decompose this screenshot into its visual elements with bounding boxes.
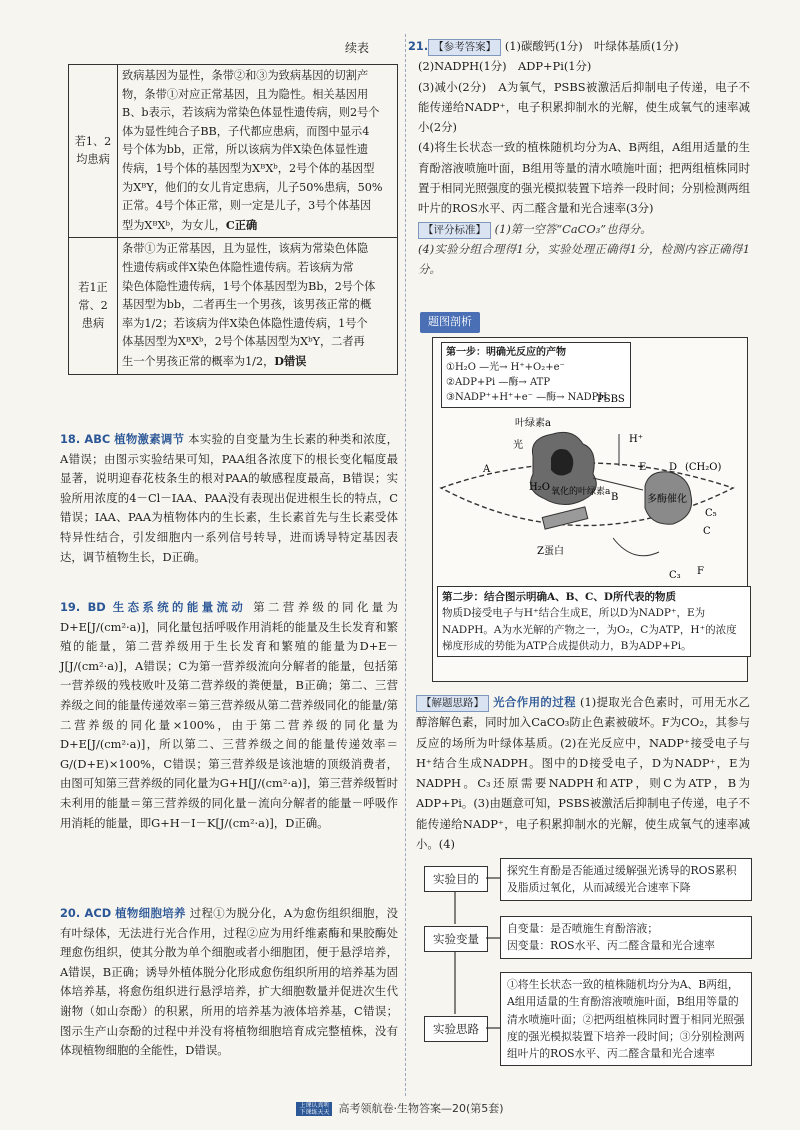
scoring-standard-2: (4)实验分组合理得1分，实验处理正确得1分，检测内容正确得1分。 bbox=[418, 241, 750, 277]
row-label: 若1、2 均患病 bbox=[69, 65, 118, 238]
question-number: 19. BD bbox=[60, 600, 106, 614]
row-content: 致病基因为显性，条带②和③为致病基因的切割产 物，条带①对应正常基因，且为隐性。相关基因用 B、b表示，若该病为常染色体显性遗传病，则2号个 体为显性纯合子BB，子代都应患病，而图中显示4 号个体为bb，正常，所以该病为伴X染色体显性遗 传病，1号个体的基因型为XᴮXᵇ，2号个体的基因型 为XᴮY，他们的女儿肯定患病，儿子50%患病，50% 正常。4号个体正常，则一定是儿子，3号个体基因 型为XᴮXᵇ，为女儿，C正确 bbox=[118, 65, 398, 238]
label-multi-enzyme: 多酶催化 bbox=[647, 494, 687, 505]
purpose-box: 探究生育酚是否能通过缓解强光诱导的ROS累积及脂质过氧化，从而减缓光合速率下降 bbox=[500, 858, 752, 901]
answer-4: (4)将生长状态一致的植株随机均分为A、B两组，A组用适量的生育酚溶液喷施叶面，B组用等量的清水喷施叶面；把两组植株同时置于相同光照强度的强光模拟装置下培养一段时间；分别检测两组叶片的ROS水平、丙二醛含量和光合速率(3分) bbox=[418, 140, 750, 216]
question-number: 20. ACD bbox=[60, 906, 112, 920]
variable-label: 实验变量 bbox=[424, 926, 488, 952]
question-18 bbox=[60, 430, 398, 567]
arrow-line bbox=[613, 538, 659, 556]
page-footer bbox=[0, 1100, 800, 1119]
row-label: 若1正常、2 患病 bbox=[69, 238, 118, 374]
label-d: D bbox=[669, 462, 678, 473]
z-protein-shape bbox=[542, 507, 588, 529]
column-divider bbox=[405, 34, 406, 1096]
label-h2o: H₂O bbox=[529, 482, 550, 493]
label-c3: C₃ bbox=[669, 570, 681, 581]
analysis-text: (1)提取光合色素时，可用无水乙醇溶解色素，同时加入CaCO₃防止色素被破坏。F为CO₂，其参与反应的场所为叶绿体基质。(2)在光反应中，NADP⁺接受电子与H⁺结合生成NADPH。图中的D接受电子，D为NADP⁺，E为NADPH。C₃还原需要NADPH和ATP，则C为ATP，B为ADP+Pi。(3)由题意可知，PSBS被激活后抑制电子传递，电子不能传递给NADP⁺，电子积累抑制水的光解，使生成氧气的速率减小。(4) bbox=[416, 695, 751, 852]
analysis-tag: 【解题思路】 bbox=[416, 695, 489, 712]
footer-text: 高考领航卷·生物答案—20(第5套) bbox=[338, 1102, 504, 1115]
label-psbs: PSBS bbox=[597, 394, 625, 405]
scoring-standard-tag: 【评分标准】 bbox=[418, 222, 491, 239]
step1-box: 第一步：明确光反应的产物 ①H₂O —光→ H⁺+O₂+e⁻ ②ADP+Pi —酶→ ATP ③NADP⁺+H⁺+e⁻ —酶→ NADPH bbox=[441, 342, 631, 408]
question-text: 过程①为脱分化，A为愈伤组织细胞，没有叶绿体，无法进行光合作用，过程②应为用纤维素酶和果胶酶处理愈伤组织，使其分散为单个细胞或者小细胞团，便于悬浮培养，A错误，B正确；诱导外植体脱分化形成愈伤组织所用的培养基为固体培养基，将愈伤组织进行悬浮培养，扩大细胞数量并促进次生代谢物（如山奈酚）的积累，所用的培养基为液体培养基，C错误；图示生产山奈酚的过程中并没有将植物细胞培育成完整植株，没有体现植物细胞的全能性，D错误。 bbox=[60, 906, 398, 1058]
question-topic: 生态系统的能量流动 bbox=[112, 600, 247, 614]
label-chlorophyll-a: 叶绿素a bbox=[515, 418, 551, 429]
label-c: C bbox=[703, 526, 711, 537]
table-row bbox=[69, 65, 398, 238]
question-topic: 植物激素调节 bbox=[114, 432, 185, 446]
continue-label: 续表 bbox=[345, 41, 370, 55]
question-20 bbox=[60, 904, 398, 1061]
question-number: 18. ABC bbox=[60, 432, 111, 446]
idea-label: 实验思路 bbox=[424, 1016, 488, 1042]
label-b: B bbox=[611, 492, 619, 503]
figure-analysis-badge: 题图剖析 bbox=[420, 312, 480, 333]
answer-2: (2)NADPH(1分) ADP+Pi(1分) bbox=[418, 59, 592, 74]
chlorophyll-core bbox=[551, 449, 573, 476]
label-light: 光 bbox=[513, 440, 523, 451]
label-a: A bbox=[483, 464, 491, 475]
label-f: F bbox=[697, 566, 704, 577]
photosynthesis-diagram bbox=[432, 337, 748, 682]
purpose-label: 实验目的 bbox=[424, 866, 488, 892]
question-text: 第二营养级的同化量为D+E[J/(cm²·a)]，同化量包括呼吸作用消耗的能量及生长发育和繁殖的能量，第二营养级用于生长发育和繁殖的能量为D+E－J[J/(cm²·a)]，A错误；C为第一营养级流向分解者的能量，包括第一营养级的残枝败叶及第二营养级的粪便量，B正确；第二、三营养级之间的能量传递效率＝第三营养级从第二营养级同化的能量/第二营养级的同化量×100%，由于第二营养级的同化量为D+E[J/(cm²·a)]，所以第二、三营养级之间的能量传递效率＝G/(D+E)×100%，C错误；第三营养级是该池塘的顶级消费者，由图可知第三营养级的同化量为G+H[J/(cm²·a)]，第三营养级暂时未利用的能量＝第三营养级的同化量－流向分解者的能量－呼吸作用消耗的能量，即G+H－I－K[J/(cm²·a)]，D正确。 bbox=[60, 600, 399, 830]
label-h-plus: H⁺ bbox=[629, 434, 643, 445]
label-z-protein: Z蛋白 bbox=[537, 546, 564, 557]
solution-analysis bbox=[416, 692, 750, 854]
step2-box: 第二步：结合图示明确A、B、C、D所代表的物质 物质D接受电子与H⁺结合生成E，所以D为NADP⁺，E为NADPH。A为水光解的产物之一，为O₂，C为ATP，H⁺的浓度梯度形成的势能为ATP合成提供动力，B为ADP+Pi。 bbox=[437, 586, 751, 657]
analysis-topic: 光合作用的过程 bbox=[493, 695, 576, 709]
label-ch2o: (CH₂O) bbox=[685, 462, 722, 473]
table-row bbox=[69, 238, 398, 374]
question-topic: 植物细胞培养 bbox=[115, 906, 186, 920]
label-oxidized-chlorophyll: 氧化的叶绿素a bbox=[551, 487, 611, 497]
question-number: 21. bbox=[408, 39, 429, 53]
row-content: 条带①为正常基因，且为显性，该病为常染色体隐 性遗传病或伴X染色体隐性遗传病。若该病为常 染色体隐性遗传病，1号个体基因型为Bb，2号个体 基因型为bb，二者再生一个男孩，该男孩正常的概 率为1/2；若该病为伴X染色体隐性遗传病，1号个 体基因型为XᴮXᵇ，2号个体基因型为XᵇY，二者再 生一个男孩正常的概率为1/2，D错误 bbox=[118, 238, 398, 374]
answer-3: (3)减小(2分) A为氧气，PSBS被激活后抑制电子传递，电子不能传递给NADP⁺，电子积累抑制水的光解，使生成氧气的速率减小(2分) bbox=[418, 79, 750, 135]
case-table bbox=[68, 64, 398, 375]
label-c5: C₅ bbox=[705, 508, 717, 519]
publisher-logo: 上课认真听 下课练天天 bbox=[296, 1102, 332, 1116]
variable-box: 自变量：是否喷施生育酚溶液； 因变量：ROS水平、丙二醛含量和光合速率 bbox=[500, 916, 752, 959]
thylakoid-svg bbox=[433, 338, 747, 586]
question-text: 本实验的自变量为生长素的种类和浓度，A错误；由图示实验结果可知，PAA组各浓度下的根长变化幅度最显著，说明迎春花枝条生的根对PAA的敏感程度最高，B错误；实验所用浓度的4－Cl－IAA、PAA没有表现出促进根生长的特点，C错误；IAA、PAA为植物体内的生长素，生长素首先与生长素受体特异性结合，引发细胞内一系列信号转导，进而诱导特定基因表达，调节植物生长，D正确。 bbox=[60, 432, 398, 564]
idea-box: ①将生长状态一致的植株随机均分为A、B两组，A组用适量的生育酚溶液喷施叶面，B组用等量的清水喷施叶面；②把两组植株同时置于相同光照强度的强光模拟装置下培养一段时间；③分别检测两组叶片的ROS水平、丙二醛含量和光合速率 bbox=[500, 972, 752, 1066]
label-e: E bbox=[639, 462, 647, 473]
question-19 bbox=[60, 598, 398, 833]
question-21: 21. 【参考答案】 (1)碳酸钙(1分) 叶绿体基质(1分) (2)NADPH(1分) ADP+Pi(1分) (3)减小(2分) A为氧气，PSBS被激活后抑制电子传递，电子不能传递给NADP⁺，电子积累抑制水的光解，使生成氧气的速率减小(2分) (4)将生长状态一致的植株随机均分为A、B两组，A组用适量的生育酚溶液喷施叶面，B组用等量的清水喷施叶面；把两组植株同时置于相同光照强度的强光模拟装置下培养一段时间；分别检测两组叶片的ROS水平、丙二醛含量和光合速率(3分) 【评分标准】 (1)第一空答“CaCO₃”也得分。 (4)实验分组合理得1分，实验处理正确得1分，检测内容正确得1分。 bbox=[408, 36, 750, 280]
reference-answer-tag: 【参考答案】 bbox=[428, 39, 501, 56]
